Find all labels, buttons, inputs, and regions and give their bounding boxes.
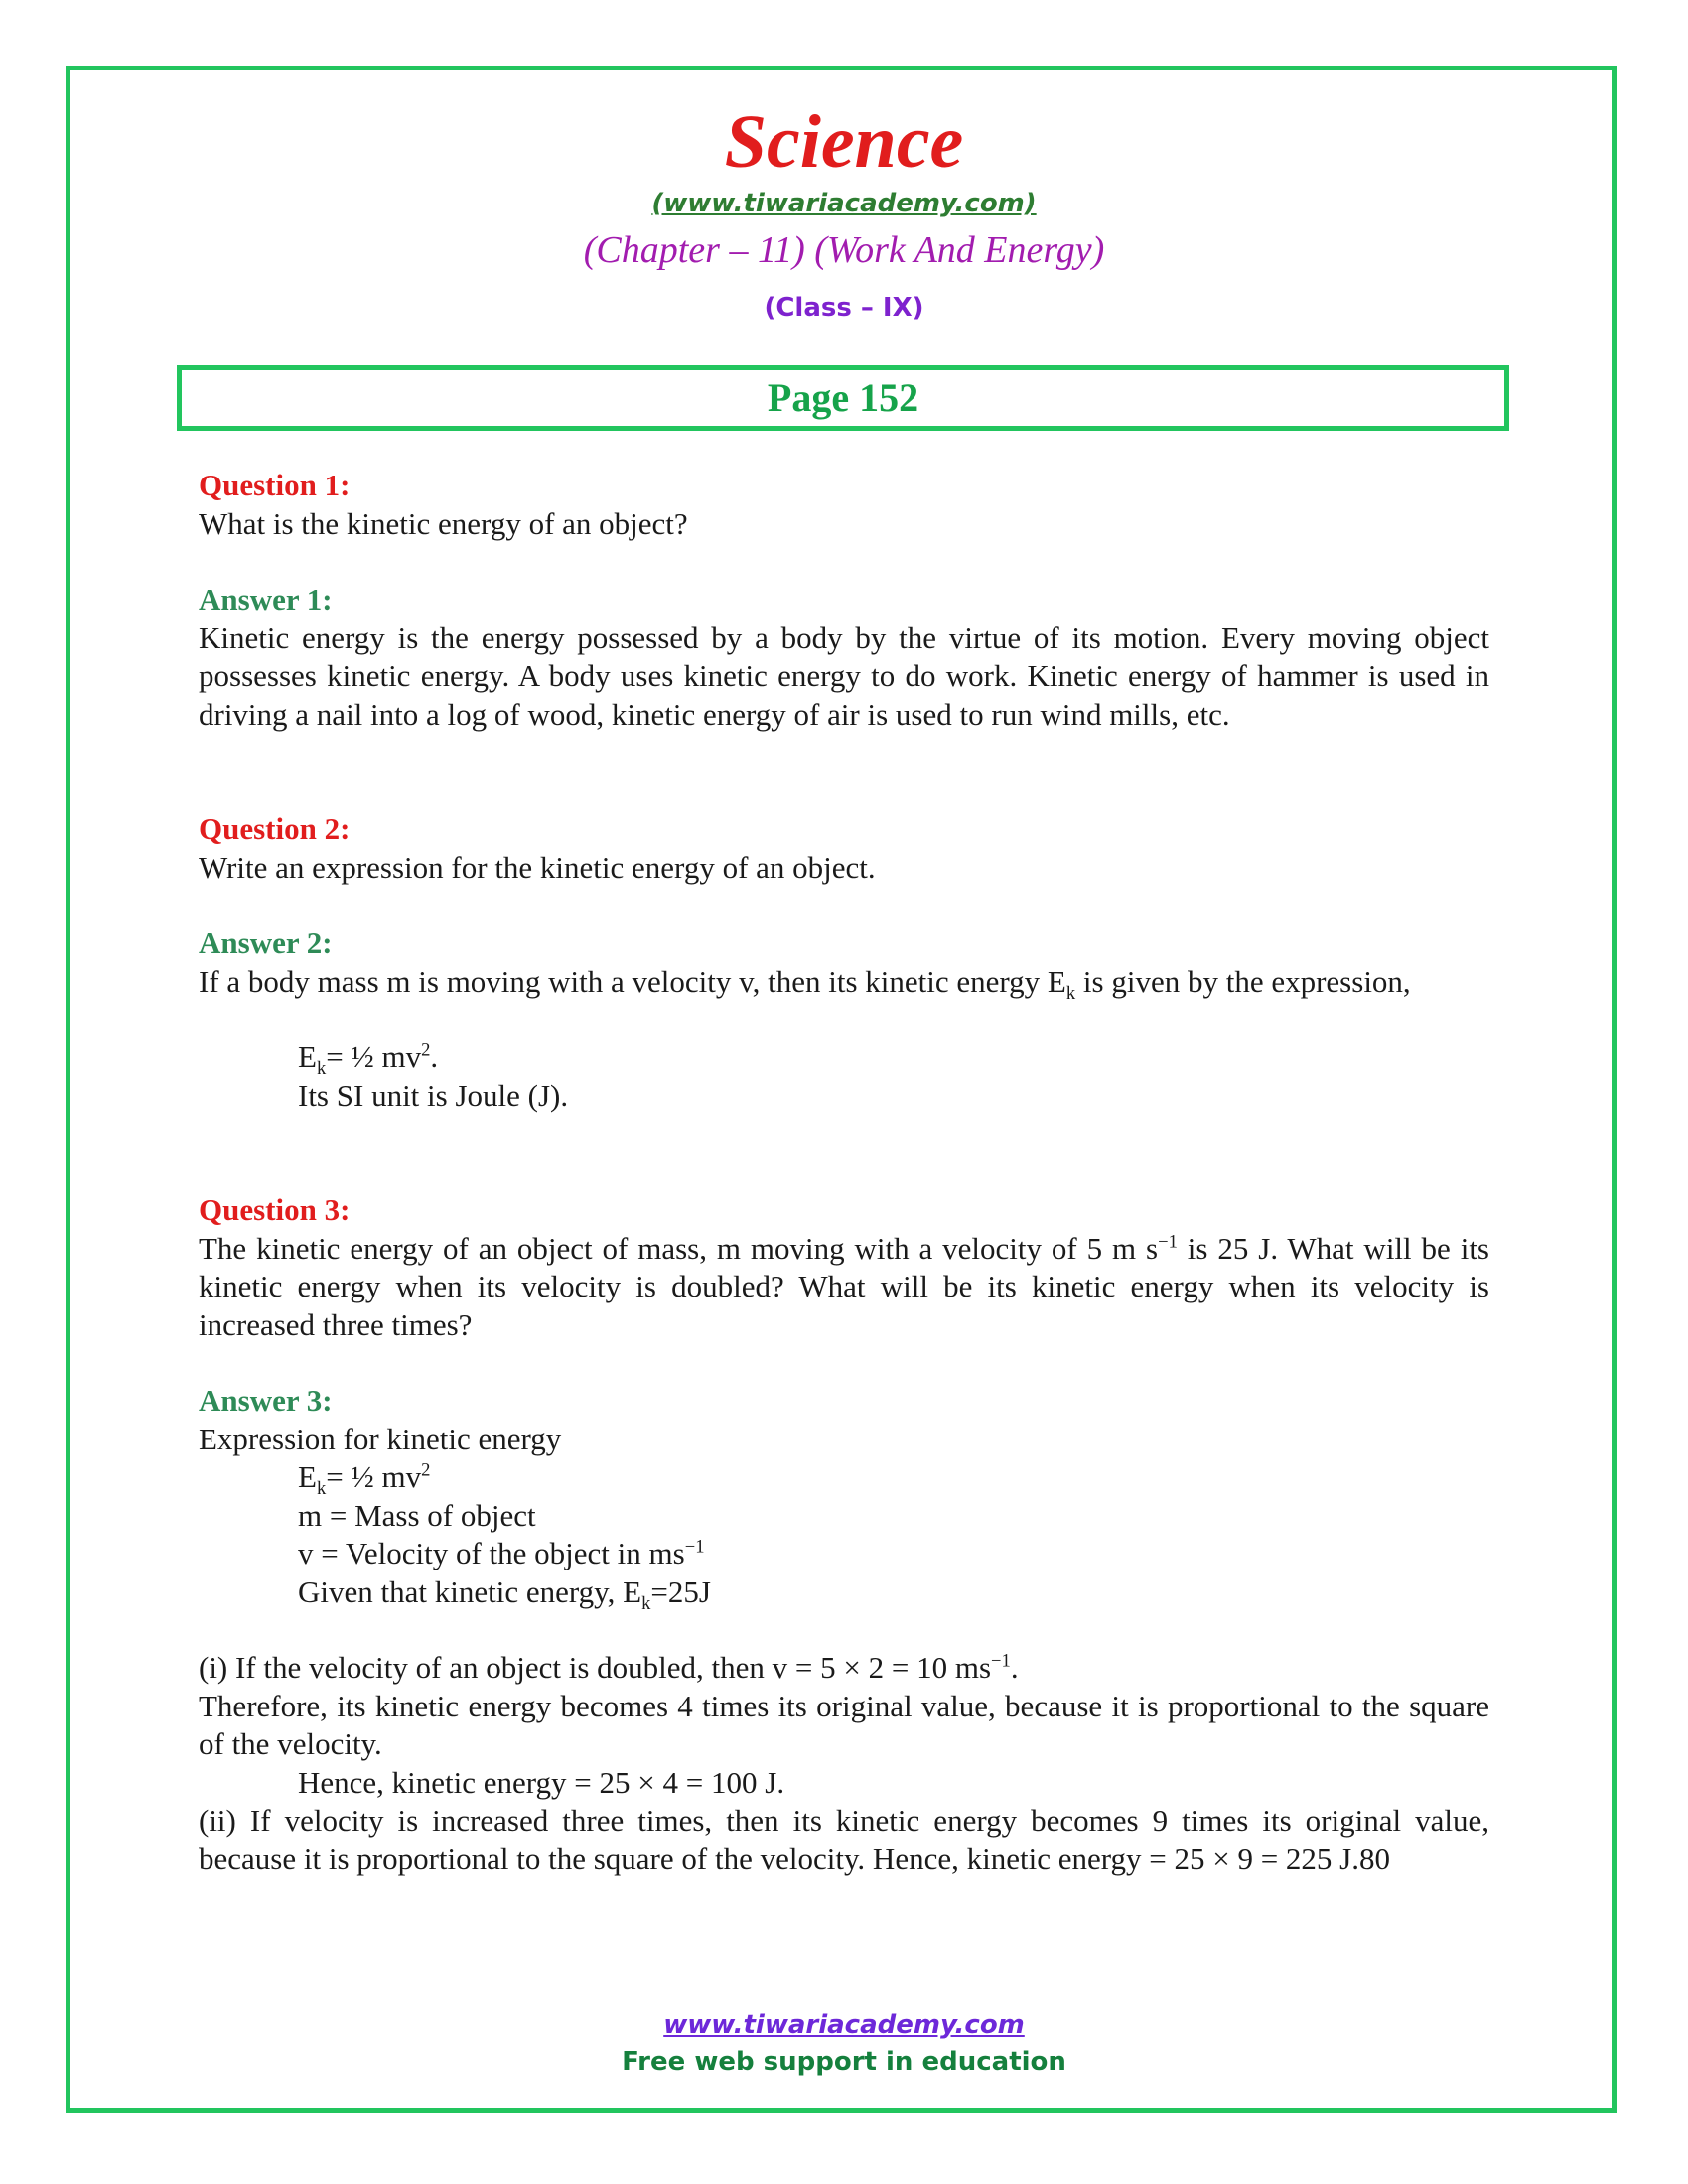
kinetic-energy-formula: $E_k=$ ½ $mv^2$. <box>298 1039 439 1080</box>
page-number-label: Page 152 <box>767 375 919 420</box>
page-title: Science <box>724 100 964 184</box>
question-3-label: Question 3: <box>199 1192 351 1227</box>
question-1-text: What is the kinetic energy of an object? <box>199 505 688 541</box>
part-1-explanation: Therefore, its kinetic energy becomes 4 times its original value, because it is proportional to the square of the velocity. <box>199 1688 1489 1761</box>
part-1-condition: (i) If the velocity of an object is doubled, then v = 5 × 2 = 10 $ms^{-1}$. <box>199 1650 1019 1685</box>
question-3-text: The kinetic energy of an object of mass, m moving with a velocity of 5 m $s^{-1}$ is 25 J. What will be its kinetic energy when its velocity is doubled? What will be its kinetic energy when its velocity is increased three times? <box>199 1230 1489 1342</box>
si-unit-text: Its SI unit is Joule (J). <box>298 1077 569 1113</box>
question-2-text: Write an expression for the kinetic energy of an object. <box>199 849 876 885</box>
answer-2-label: Answer 2: <box>199 925 333 960</box>
answer-1-text: Kinetic energy is the energy possessed by a body by the virtue of its motion. Every moving object possesses kinetic energy. A body uses kinetic energy to do work. Kinetic energy of hammer is used in driving a nail into a log of wood, kinetic energy of air is used to run wind mills, etc. <box>199 619 1489 732</box>
class-label: (Class – IX) <box>764 293 924 323</box>
mass-definition: m = Mass of object <box>298 1497 536 1533</box>
footer-url-link[interactable]: www.tiwariacademy.com <box>663 2010 1025 2040</box>
page-number-box <box>177 365 1509 431</box>
part-2-explanation: (ii) If velocity is increased three times, then its kinetic energy becomes 9 times its original value, because it is proportional to the square of the velocity. Hence, kinetic energy = 25 × 9 = 225 J.80 <box>199 1803 1489 1876</box>
footer-tagline: Free web support in education <box>622 2047 1066 2077</box>
given-kinetic-energy: Given that kinetic energy, $E_k=25J$ <box>298 1573 711 1614</box>
question-2-label: Question 2: <box>199 811 351 846</box>
document-content <box>199 467 1489 1878</box>
chapter-heading: (Chapter – 11) (Work And Energy) <box>583 229 1105 271</box>
answer-3-label: Answer 3: <box>199 1383 333 1418</box>
part-1-result: Hence, kinetic energy = 25 × 4 = 100 J. <box>298 1764 785 1800</box>
answer-2-intro: If a body mass m is moving with a velocity v, then its kinetic energy $E_k$ is given by the expression, <box>199 963 1411 1004</box>
answer-3-formula: $E_k=$ ½ $mv^2$ <box>298 1459 431 1500</box>
header-url-link[interactable]: (www.tiwariacademy.com) <box>651 189 1037 218</box>
expression-title: Expression for kinetic energy <box>199 1421 562 1456</box>
question-1-label: Question 1: <box>199 468 351 502</box>
answer-1-label: Answer 1: <box>199 582 333 616</box>
velocity-definition: v = Velocity of the object in $ms^{-1}$ <box>298 1536 705 1570</box>
